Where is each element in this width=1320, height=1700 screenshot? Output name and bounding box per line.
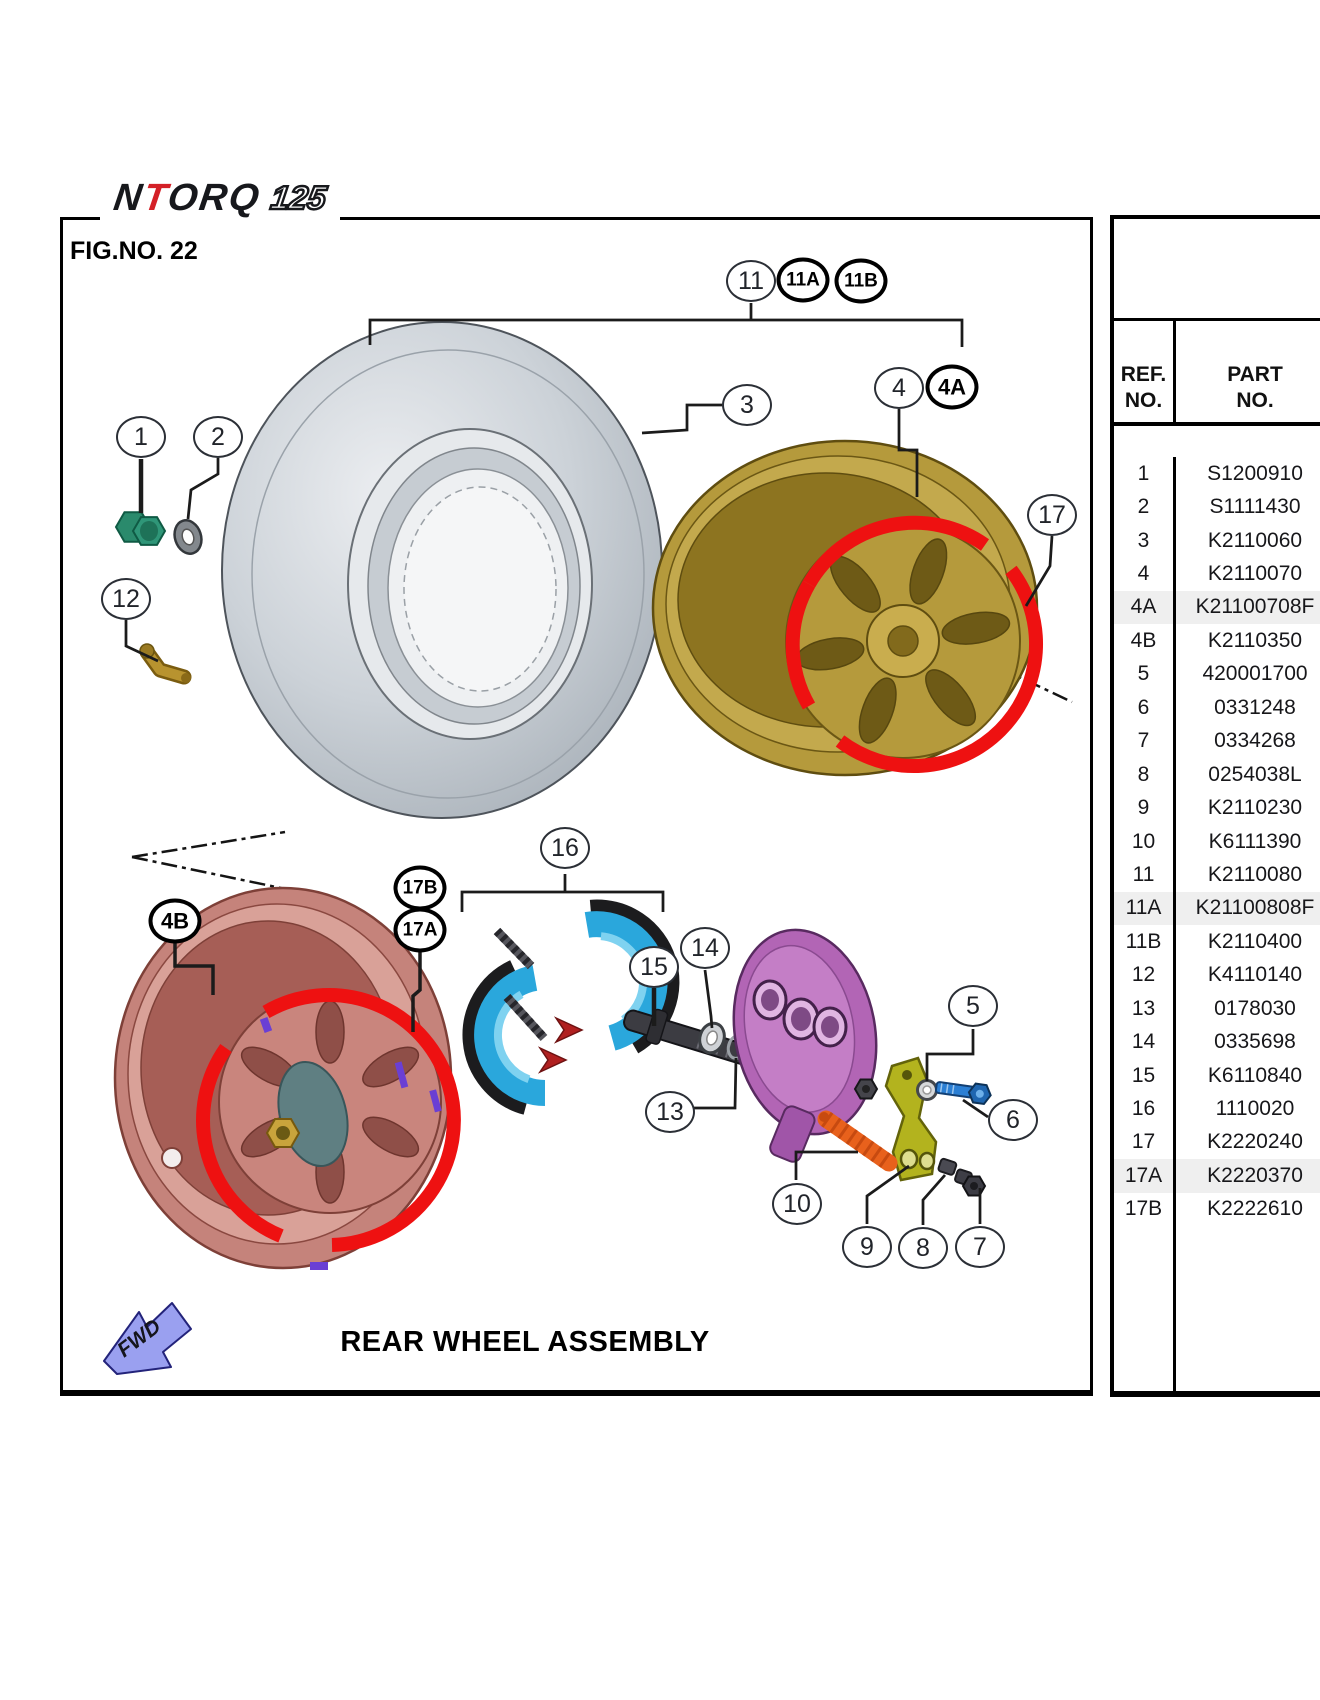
axle-nut [116, 512, 165, 545]
callout-15: 15 [629, 946, 679, 988]
ref-no-cell: 4B [1114, 624, 1176, 657]
tire [222, 322, 662, 818]
shoe-wedges [540, 1018, 582, 1072]
callout-8: 8 [898, 1227, 948, 1269]
ref-no-cell: 6 [1114, 691, 1176, 724]
figure-number: FIG.NO. 22 [70, 237, 198, 265]
ref-header-line1: REF. [1120, 363, 1167, 386]
part-no-cell: S1111430 [1209, 495, 1301, 519]
callout-17A: 17A [394, 908, 447, 953]
callout-13: 13 [645, 1091, 695, 1133]
callout-9: 9 [842, 1226, 892, 1268]
lever-spring [819, 1112, 889, 1163]
brand-name: NTORQ [111, 176, 264, 219]
callout-14: 14 [680, 927, 730, 969]
lever-nut [963, 1177, 985, 1196]
part-no-cell: K2220370 [1207, 1163, 1303, 1187]
part-no-cell: K2110070 [1207, 562, 1303, 586]
ref-no-cell: 4 [1114, 557, 1176, 590]
ref-no-cell: 1 [1114, 457, 1176, 490]
callout-12: 12 [101, 578, 151, 620]
brand-logo [100, 176, 340, 220]
callout-11: 11 [726, 260, 776, 302]
pivot-nut [855, 1080, 877, 1099]
brand-model: 125 [268, 179, 329, 216]
ref-no-cell: 7 [1114, 725, 1176, 758]
fwd-label: FWD [113, 1314, 166, 1362]
ref-no-cell: 9 [1114, 791, 1176, 824]
figure-title: REAR WHEEL ASSEMBLY [340, 1326, 710, 1358]
ref-no-cell: 10 [1114, 825, 1176, 858]
callout-1: 1 [116, 416, 166, 458]
part-no-cell: 0335698 [1214, 1030, 1296, 1054]
callout-10: 10 [772, 1183, 822, 1225]
callout-17B: 17B [394, 866, 447, 911]
ref-no-cell: 3 [1114, 524, 1176, 557]
ref-no-cell: 8 [1114, 758, 1176, 791]
part-no-cell: 0331248 [1214, 695, 1296, 719]
part-no-cell: K2110080 [1207, 862, 1303, 886]
part-no-cell: 420001700 [1202, 662, 1308, 686]
part-no-cell: K21100808F [1195, 896, 1315, 920]
ref-no-cell: 11B [1114, 925, 1176, 958]
part-no-cell: K2220240 [1207, 1130, 1303, 1154]
callout-17: 17 [1027, 494, 1077, 536]
part-no-cell: 0254038L [1208, 762, 1302, 786]
part-no-cell: K6111390 [1208, 829, 1302, 853]
ref-no-cell: 13 [1114, 992, 1176, 1025]
part-no-cell: K2110060 [1207, 528, 1303, 552]
tube-valve [140, 644, 191, 683]
ref-no-cell: 15 [1114, 1059, 1176, 1092]
axle-washer [170, 517, 205, 557]
part-no-cell: 1110020 [1215, 1097, 1295, 1121]
ref-no-cell: 5 [1114, 658, 1176, 691]
ref-header-line2: NO. [1124, 389, 1163, 412]
part-no-cell: K2110400 [1207, 929, 1303, 953]
part-no-cell: K2110230 [1207, 796, 1303, 820]
part-header-line1: PART [1227, 363, 1283, 386]
ref-no-cell: 17B [1114, 1193, 1176, 1226]
part-no-cell: S1200910 [1207, 461, 1303, 485]
part-no-cell: K6110840 [1207, 1063, 1303, 1087]
part-no-cell: 0178030 [1214, 996, 1296, 1020]
brand-red-letter: T [140, 176, 172, 219]
ref-no-cell: 12 [1114, 959, 1176, 992]
callout-5: 5 [948, 985, 998, 1027]
callout-7: 7 [955, 1226, 1005, 1268]
callout-16: 16 [540, 827, 590, 869]
callout-6: 6 [988, 1099, 1038, 1141]
rear-rim [653, 441, 1037, 775]
callout-11B: 11B [835, 259, 888, 304]
callout-11A: 11A [777, 258, 830, 303]
ref-no-cell: 11 [1114, 858, 1176, 891]
callout-4B: 4B [149, 899, 202, 944]
ref-no-cell: 14 [1114, 1025, 1176, 1058]
part-no-cell: K4110140 [1207, 963, 1303, 987]
ref-no-cell: 2 [1114, 490, 1176, 523]
ref-no-cell: 17A [1114, 1159, 1176, 1192]
ref-no-cell: 11A [1114, 892, 1176, 925]
fwd-arrow [104, 1303, 191, 1374]
adjuster-washer [918, 1081, 937, 1100]
part-no-cell: K2110350 [1207, 628, 1303, 652]
part-no-cell: K21100708F [1195, 595, 1315, 619]
callout-3: 3 [722, 384, 772, 426]
part-no-cell: K2222610 [1207, 1197, 1303, 1221]
callout-2: 2 [193, 416, 243, 458]
ref-no-cell: 17 [1114, 1126, 1176, 1159]
part-header-line2: NO. [1236, 389, 1274, 412]
hub-cover [718, 918, 892, 1164]
callout-4A: 4A [926, 365, 979, 410]
ref-no-cell: 4A [1114, 591, 1176, 624]
part-no-cell: 0334268 [1214, 729, 1296, 753]
callout-4: 4 [874, 367, 924, 409]
ref-no-cell: 16 [1114, 1092, 1176, 1125]
